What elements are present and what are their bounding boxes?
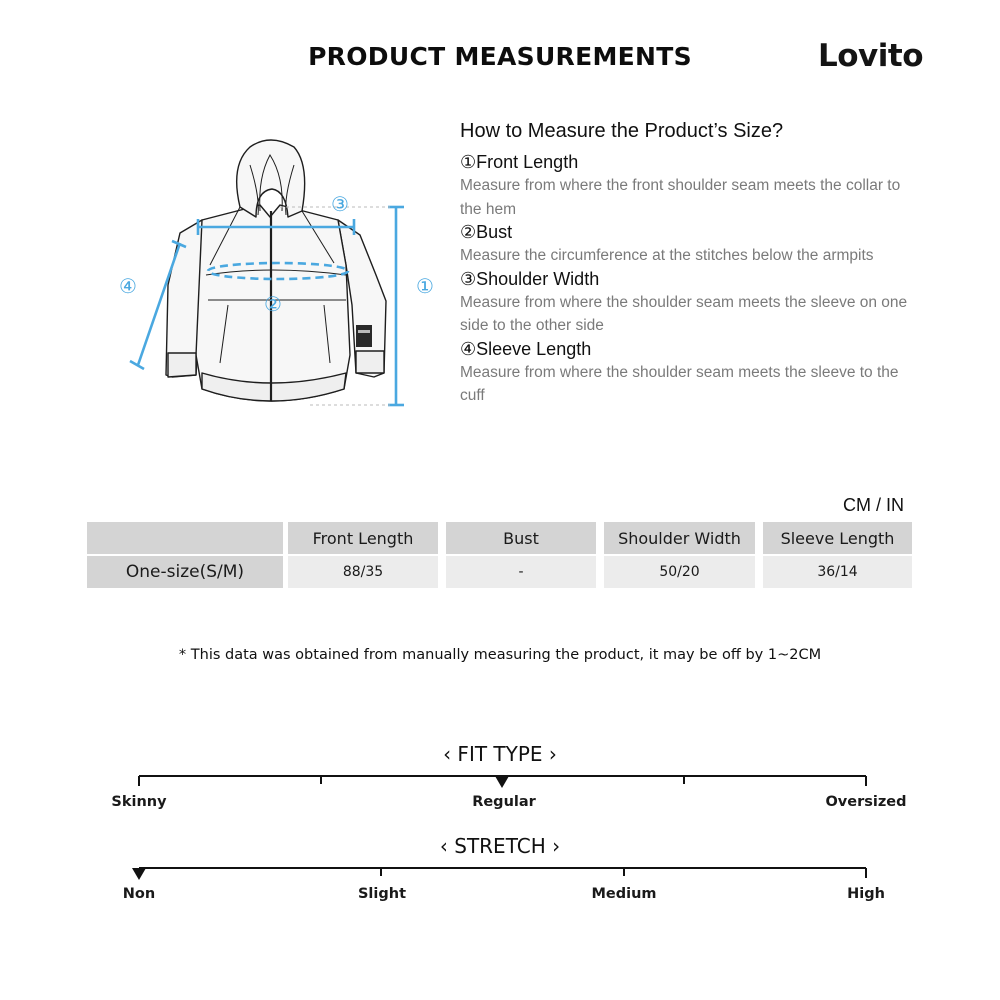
guide-item-description: Measure from where the shoulder seam meets the sleeve to the cuff: [460, 363, 899, 404]
brand-logo: Lovito: [818, 38, 924, 74]
page-title: PRODUCT MEASUREMENTS: [308, 42, 692, 71]
guide-item-shoulder-width: [460, 268, 920, 338]
cell-sleeve-length: 36/14: [763, 556, 912, 588]
column-header-front-length: Front Length: [288, 522, 438, 554]
stretch-label-medium: Medium: [591, 886, 657, 902]
guide-item-title: ③Shoulder Width: [460, 268, 600, 289]
stretch-selected-indicator: [132, 868, 146, 880]
marker-bust: ②: [264, 292, 282, 316]
guide-heading: How to Measure the Product’s Size?: [460, 120, 784, 142]
marker-sleeve-length: ④: [119, 274, 137, 298]
guide-item-description: Measure the circumference at the stitches below the armpits: [460, 247, 874, 264]
hoodie-measurement-diagram: [110, 125, 450, 420]
guide-item-title: ①Front Length: [460, 152, 579, 172]
fit-type-title: ‹ FIT TYPE ›: [443, 742, 557, 766]
guide-item-front-length: [460, 151, 920, 221]
unit-label: CM / IN: [843, 495, 904, 515]
cell-bust: -: [446, 556, 596, 588]
guide-item-sleeve-length: [460, 338, 920, 408]
cell-shoulder-width: 50/20: [604, 556, 755, 588]
stretch-title: ‹ STRETCH ›: [439, 834, 561, 858]
stretch-scale: [0, 862, 1000, 884]
table-corner-cell: [87, 522, 283, 554]
row-label-one-size: One-size(S/M): [87, 556, 283, 588]
guide-item-description: Measure from where the front shoulder seam meets the collar to the hem: [460, 177, 901, 218]
measurement-guide: [460, 120, 920, 408]
marker-shoulder-width: ③: [331, 192, 349, 216]
stretch-label-slight: Slight: [357, 886, 407, 902]
fit-label-oversized: Oversized: [825, 794, 907, 810]
marker-front-length: ①: [416, 274, 434, 298]
column-header-shoulder-width: Shoulder Width: [604, 522, 755, 554]
guide-item-description: Measure from where the shoulder seam meets the sleeve on one side to the other side: [460, 293, 908, 334]
column-header-bust: Bust: [446, 522, 596, 554]
cell-front-length: 88/35: [288, 556, 438, 588]
stretch-label-non: Non: [122, 886, 156, 902]
fit-type-scale: [0, 770, 1000, 792]
fit-label-skinny: Skinny: [111, 794, 167, 810]
stretch-label-high: High: [847, 886, 885, 902]
measurement-disclaimer: * This data was obtained from manually measuring the product, it may be off by 1~2CM: [178, 647, 822, 663]
fit-type-selected-indicator: [495, 776, 509, 788]
guide-item-title: ④Sleeve Length: [460, 338, 592, 359]
fit-label-regular: Regular: [472, 794, 536, 810]
column-header-sleeve-length: Sleeve Length: [763, 522, 912, 554]
guide-item-title: ②Bust: [460, 222, 513, 242]
guide-item-bust: [460, 221, 920, 268]
